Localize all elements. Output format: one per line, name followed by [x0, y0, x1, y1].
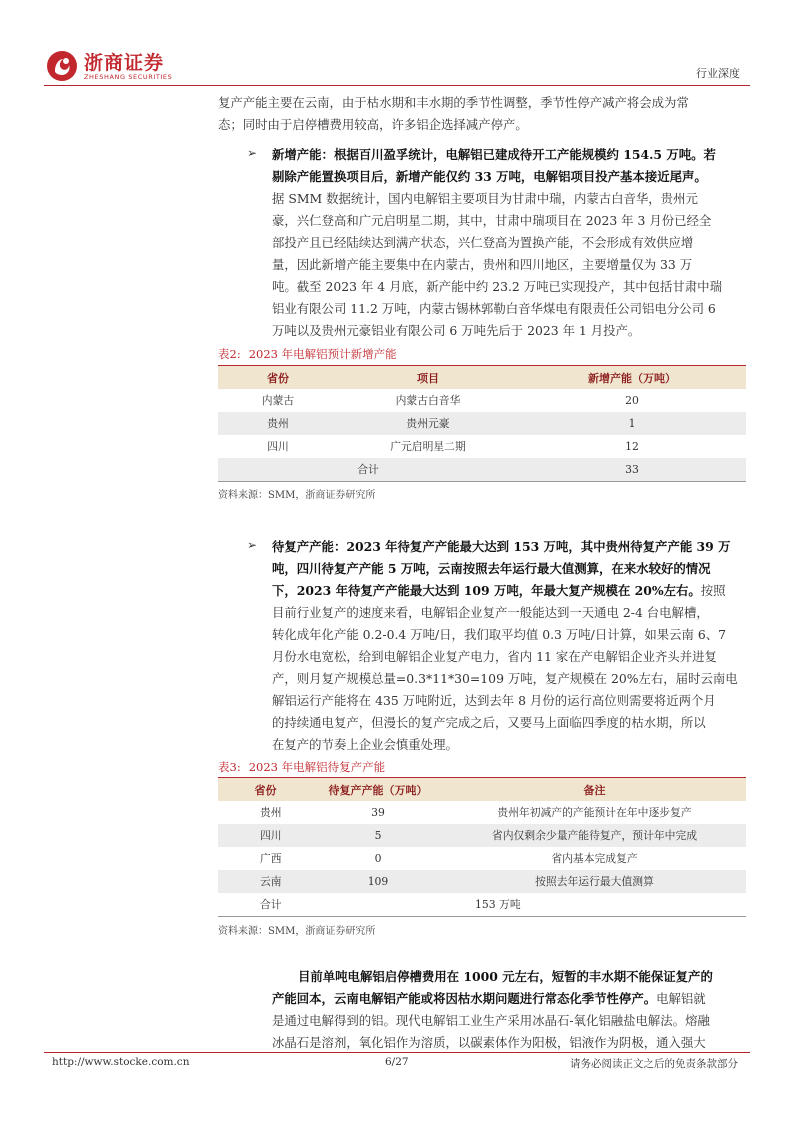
table-row [218, 870, 746, 893]
text-line: 在复产的节奏上企业会慎重处理。 [272, 737, 458, 752]
table-cell: 广西 [218, 847, 313, 870]
bullet-icon: ➢ [247, 146, 258, 160]
table3 [218, 777, 746, 917]
total-label: 合计 [218, 458, 518, 482]
table-row [218, 435, 746, 458]
table3-title: 2023 年电解铝待复产产能 [248, 760, 386, 774]
table-total-row [218, 458, 746, 482]
text-line: 解铝运行产能将在 435 万吨附近，达到去年 8 月份的运行高位则需要将近两个月 [272, 693, 716, 708]
text-line: 态；同时由于启停槽费用较高，许多铝企选择减产停产。 [218, 117, 528, 132]
table-row [218, 412, 746, 435]
table-cell: 20 [518, 389, 746, 412]
text-line: 豪，兴仁登高和广元启明星二期，其中，甘肃中瑞项目在 2023 年 3 月份已经全 [272, 213, 712, 228]
table-cell: 省内基本完成复产 [443, 847, 746, 870]
table-cell: 0 [313, 847, 443, 870]
company-logo-icon [47, 51, 77, 81]
page-number: 6/27 [385, 1056, 409, 1068]
table-cell: 109 [313, 870, 443, 893]
footer-url[interactable]: http://www.stocke.com.cn [52, 1056, 190, 1068]
table-cell: 四川 [218, 824, 313, 847]
table2-title: 2023 年电解铝预计新增产能 [248, 347, 397, 361]
table-cell: 贵州 [218, 412, 338, 435]
table-header-row [218, 366, 746, 390]
section-tag: 行业深度 [696, 67, 740, 80]
bold-line: 吨，四川待复产产能 5 万吨，云南按照去年运行最大值测算，在来水较好的情况 [272, 561, 711, 576]
total-value: 153 万吨 [313, 893, 746, 917]
intro-paragraph [218, 92, 758, 136]
new-capacity-paragraph [272, 144, 762, 342]
table-row [218, 801, 746, 824]
table-row [218, 824, 746, 847]
table2-source: 资料来源：SMM，浙商证券研究所 [218, 490, 376, 501]
table-cell: 按照去年运行最大值测算 [443, 870, 746, 893]
table2 [218, 365, 746, 482]
column-header: 省份 [218, 366, 338, 390]
text-line: 转化成年化产能 0.2-0.4 万吨/日，我们取平均值 0.3 万吨/日计算，如果云南 6、7 [272, 627, 727, 642]
text-line: 月份水电宽松，给到电解铝企业复产电力，省内 11 家在产电解铝企业齐头并进复 [272, 649, 717, 664]
table-cell: 贵州 [218, 801, 313, 824]
text-line: 的持续通电复产，但漫长的复产完成之后，又要马上面临四季度的枯水期，所以 [272, 715, 706, 730]
mixed-line: 产能回本，云南电解铝产能或将因枯水期问题进行常态化季节性停产。电解铝就 [272, 991, 706, 1006]
column-header: 待复产产能（万吨） [313, 778, 443, 802]
table-cell: 12 [518, 435, 746, 458]
column-header: 新增产能（万吨） [518, 366, 746, 390]
text-line: 冰晶石是溶剂，氧化铝作为溶质，以碳素体作为阳极，铝液作为阴极，通入强大 [272, 1035, 706, 1050]
footer-divider [44, 1052, 750, 1053]
brand-name: 浙商证券 [84, 52, 165, 74]
table-row [218, 389, 746, 412]
table-row [218, 847, 746, 870]
column-header: 备注 [443, 778, 746, 802]
table-cell: 1 [518, 412, 746, 435]
text-line: 目前行业复产的速度来看，电解铝企业复产一般能达到一天通电 2-4 台电解槽， [272, 605, 709, 620]
column-header: 项目 [338, 366, 518, 390]
total-value: 33 [518, 458, 746, 482]
text-line: 是通过电解得到的铝。现代电解铝工业生产采用冰晶石-氧化铝融盐电解法。熔融 [272, 1013, 710, 1028]
table3-caption [218, 759, 385, 775]
header-divider [44, 85, 750, 86]
bold-line: 待复产产能：2023 年待复产产能最大达到 153 万吨，其中贵州待复产产能 39 万 [272, 539, 731, 554]
table-header-row [218, 778, 746, 802]
mixed-line: 下，2023 年待复产产能最大达到 109 万吨，年最大复产规模在 20%左右。按照 [272, 583, 726, 598]
table-cell: 贵州年初减产的产能预计在年中逐步复产 [443, 801, 746, 824]
table-cell: 贵州元豪 [338, 412, 518, 435]
closing-paragraph [272, 966, 762, 1054]
table-total-row [218, 893, 746, 917]
total-label: 合计 [218, 893, 313, 917]
table2-label: 表2: [218, 347, 241, 361]
table-cell: 云南 [218, 870, 313, 893]
bold-line: 剔除产能置换项目后，新增产能仅约 33 万吨，电解铝项目投产基本接近尾声。 [272, 169, 707, 184]
text-line: 据 SMM 数据统计，国内电解铝主要项目为甘肃中瑞，内蒙古白音华，贵州元 [272, 191, 698, 206]
bold-line: 新增产能：根据百川盈孚统计，电解铝已建成待开工产能规模约 154.5 万吨。若 [272, 147, 716, 162]
table-cell: 省内仅剩余少量产能待复产，预计年中完成 [443, 824, 746, 847]
column-header: 省份 [218, 778, 313, 802]
table-cell: 5 [313, 824, 443, 847]
text-line: 万吨以及贵州元豪铝业有限公司 6 万吨先后于 2023 年 1 月投产。 [272, 323, 641, 338]
text-line: 部投产且已经陆续达到满产状态，兴仁登高为置换产能，不会形成有效供应增 [272, 235, 694, 250]
bullet-icon: ➢ [247, 538, 258, 552]
table-cell: 内蒙古白音华 [338, 389, 518, 412]
text-line: 复产产能主要在云南，由于枯水期和丰水期的季节性调整，季节性停产减产将会成为常 [218, 95, 689, 110]
table3-label: 表3: [218, 760, 241, 774]
brand-name-en: ZHESHANG SECURITIES [84, 73, 173, 81]
text-line: 吨。截至 2023 年 4 月底，新产能中约 23.2 万吨已实现投产，其中包括甘肃中瑞 [272, 279, 722, 294]
table-cell: 39 [313, 801, 443, 824]
table2-caption [218, 346, 397, 362]
table-cell: 广元启明星二期 [338, 435, 518, 458]
restart-capacity-paragraph [272, 536, 762, 756]
table-cell: 四川 [218, 435, 338, 458]
table3-source: 资料来源：SMM，浙商证券研究所 [218, 926, 376, 937]
text-line: 量，因此新增产能主要集中在内蒙古，贵州和四川地区，主要增量仅为 33 万 [272, 257, 693, 272]
bold-line: 目前单吨电解铝启停槽费用在 1000 元左右，短暂的丰水期不能保证复产的 [298, 969, 713, 984]
text-line: 产，则月复产规模总量=0.3*11*30=109 万吨，复产规模在 20%左右，届时云南电 [272, 671, 738, 686]
footer-disclaimer: 请务必阅读正文之后的免责条款部分 [570, 1058, 738, 1070]
table-cell: 内蒙古 [218, 389, 338, 412]
text-line: 铝业有限公司 11.2 万吨，内蒙古锡林郭勒白音华煤电有限责任公司铝电分公司 6 [272, 301, 716, 316]
